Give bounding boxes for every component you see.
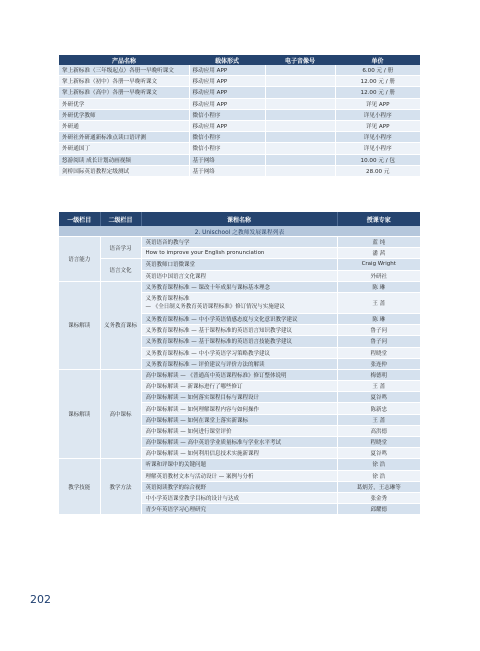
section-row [59, 226, 420, 237]
av-number [265, 120, 335, 131]
product-name: 外研社外研通新标准点读口语评测 [59, 132, 189, 143]
unit-price: 详见小程序 [335, 143, 420, 154]
course-name: 英语阅读教学的综合视野 [141, 481, 337, 492]
carrier-format: 微信小程序 [189, 109, 265, 120]
table-row [59, 281, 420, 292]
product-name: 外研优学教师 [59, 109, 189, 120]
unit-price: 28.00 元 [335, 165, 420, 176]
table-row [59, 120, 420, 131]
expert-name: 徐 浩 [337, 459, 420, 470]
product-name: 悠游阅读 成长计划动画视频 [59, 154, 189, 165]
level2-label: 义务教育课标 [100, 281, 141, 369]
course-name: 听课和评课中的关键问题 [141, 459, 337, 470]
course-name: 中小学英语课堂教学目标的设计与达成 [141, 492, 337, 503]
table-row [59, 459, 420, 470]
expert-name: 王 蔷 [337, 414, 420, 425]
product-name: 外研通 [59, 120, 189, 131]
carrier-format: 移动应用 APP [189, 65, 265, 76]
header-course-name: 课程名称 [141, 212, 337, 226]
av-number [265, 165, 335, 176]
header-level2: 二级栏目 [100, 212, 141, 226]
expert-name: 潘 茜 [337, 248, 420, 259]
carrier-format: 移动应用 APP [189, 87, 265, 98]
expert-name: 张金秀 [337, 492, 420, 503]
course-name: 英语语中国语言文化课程 [141, 270, 337, 281]
course-name: 义务教育课程标准 — 基于课程标准的英语语言技能教学建议 [141, 336, 337, 347]
table-row [59, 132, 420, 143]
course-name: 英语教师口语微课堂 [141, 259, 337, 270]
expert-name: 程晓堂 [337, 437, 420, 448]
course-name: 高中课标解读 — 如何在课堂上落实新课标 [141, 414, 337, 425]
av-number [265, 98, 335, 109]
expert-name: 张连仲 [337, 358, 420, 369]
group-curriculum-compulsory [59, 281, 420, 369]
course-name: 高中课标解读 — 如何落实课程目标与课程设计 [141, 392, 337, 403]
product-name: 掌上新标准（初中）各册一早晚听课文 [59, 76, 189, 87]
expert-name: 高洪德 [337, 425, 420, 436]
level2-label: 语音学习 [100, 237, 141, 259]
carrier-format: 移动应用 APP [189, 120, 265, 131]
table-row [59, 98, 420, 109]
section-title: 2. Unischool 之教师发展课程列表 [59, 226, 420, 237]
course-name: 义务教育课程标准 — 《全日制义务教育英语课程标准》修订情况与实施建议 [141, 292, 337, 313]
header-unit-price: 单价 [335, 55, 420, 65]
level2-label: 语言文化 [100, 259, 141, 281]
level2-label: 高中课标 [100, 369, 141, 459]
expert-name: 陈新忠 [337, 403, 420, 414]
unit-price: 10.00 元 / 包 [335, 154, 420, 165]
page-number: 202 [30, 593, 51, 606]
level1-label: 语言能力 [59, 237, 100, 282]
expert-name: 蓝 纯 [337, 237, 420, 248]
expert-name: 陈 琳 [337, 313, 420, 324]
table-row [59, 76, 420, 87]
header-carrier-format: 载体形式 [189, 55, 265, 65]
av-number [265, 132, 335, 143]
product-name: 掌上新标准（高中）各册一早晚听课文 [59, 87, 189, 98]
carrier-format: 移动应用 APP [189, 98, 265, 109]
course-name: 高中课标解读 — 高中英语学业质量标准与学业水平考试 [141, 437, 337, 448]
table-row [59, 259, 420, 270]
group-curriculum-highschool [59, 369, 420, 459]
table-row [59, 87, 420, 98]
level1-label: 课标解读 [59, 369, 100, 459]
expert-name: 邱耀德 [337, 504, 420, 515]
product-name: 掌上新标准（三年级起点）各册一早晚听课文 [59, 65, 189, 76]
av-number [265, 154, 335, 165]
carrier-format: 基于网络 [189, 154, 265, 165]
table-header-row [59, 212, 420, 226]
expert-name: 陈 琳 [337, 281, 420, 292]
course-name: 高中课标解读 — 如何进行课堂评价 [141, 425, 337, 436]
expert-name: Craig Wright [337, 259, 420, 270]
header-av-number: 电子音像号 [265, 55, 335, 65]
unit-price: 详见小程序 [335, 132, 420, 143]
product-name: 外研优学 [59, 98, 189, 109]
unit-price: 详见 APP [335, 120, 420, 131]
expert-name: 梅德明 [337, 369, 420, 380]
group-teaching-skills [59, 459, 420, 515]
course-name: 高中课标解读 — 《普通高中英语课程标准》修订整体说明 [141, 369, 337, 380]
table-row [59, 143, 420, 154]
unit-price: 6.00 元 / 册 [335, 65, 420, 76]
expert-name: 鲁子问 [337, 336, 420, 347]
table-header-row [59, 55, 420, 65]
course-name: 义务教育课程标准 — 课改十年成果与课标基本理念 [141, 281, 337, 292]
av-number [265, 76, 335, 87]
product-name: 剑桥国际英语教程定级测试 [59, 165, 189, 176]
expert-name: 外研社 [337, 270, 420, 281]
product-price-table [59, 55, 420, 177]
level2-label: 教学方法 [100, 459, 141, 515]
expert-name: 王 蔷 [337, 381, 420, 392]
course-name: 义务教育课程标准 — 中小学英语情感态度与文化意识教学建议 [141, 313, 337, 324]
course-name: 高中课标解读 — 如何理解课程内容与如何操作 [141, 403, 337, 414]
expert-name: 夏谷鸣 [337, 392, 420, 403]
unit-price: 详见 APP [335, 98, 420, 109]
expert-name: 徐 浩 [337, 470, 420, 481]
av-number [265, 87, 335, 98]
course-name: 青少年英语学习心理研究 [141, 504, 337, 515]
av-number [265, 143, 335, 154]
header-expert: 授课专家 [337, 212, 420, 226]
course-name: 义务教育课程标准 — 评价建议与评价方法的解读 [141, 358, 337, 369]
expert-name: 葛炳芳，王志琳等 [337, 481, 420, 492]
course-name: 高中课标解读 — 新课标进行了哪些修订 [141, 381, 337, 392]
av-number [265, 65, 335, 76]
course-name: 高中课标解读 — 如何利用信息技术实施新课程 [141, 448, 337, 459]
expert-name: 程晓堂 [337, 347, 420, 358]
carrier-format: 微信小程序 [189, 132, 265, 143]
table-row [59, 165, 420, 176]
course-list-table [59, 212, 420, 515]
course-name: 义务教育课程标准 — 中小学英语学习策略教学建议 [141, 347, 337, 358]
course-name: How to improve your English pronunciation [141, 248, 337, 259]
expert-name: 王 蔷 [337, 292, 420, 313]
unit-price: 12.00 元 / 册 [335, 76, 420, 87]
header-product-name: 产品名称 [59, 55, 189, 65]
level1-label: 课标解读 [59, 281, 100, 369]
carrier-format: 基于网络 [189, 165, 265, 176]
unit-price: 详见小程序 [335, 109, 420, 120]
course-name: 英语语音的教与学 [141, 237, 337, 248]
table-row [59, 369, 420, 380]
table-row [59, 109, 420, 120]
level1-label: 教学技能 [59, 459, 100, 515]
header-level1: 一级栏目 [59, 212, 100, 226]
table-row [59, 154, 420, 165]
expert-name: 鲁子问 [337, 325, 420, 336]
carrier-format: 微信小程序 [189, 143, 265, 154]
expert-name: 夏谷鸣 [337, 448, 420, 459]
carrier-format: 移动应用 APP [189, 76, 265, 87]
table-row [59, 65, 420, 76]
product-name: 外研通国丁 [59, 143, 189, 154]
course-name: 义务教育课程标准 — 基于课程标准的英语语言知识教学建议 [141, 325, 337, 336]
course-name: 理解英语教材文本与活动设计 — 案例与分析 [141, 470, 337, 481]
table-row [59, 237, 420, 248]
unit-price: 12.00 元 / 册 [335, 87, 420, 98]
av-number [265, 109, 335, 120]
